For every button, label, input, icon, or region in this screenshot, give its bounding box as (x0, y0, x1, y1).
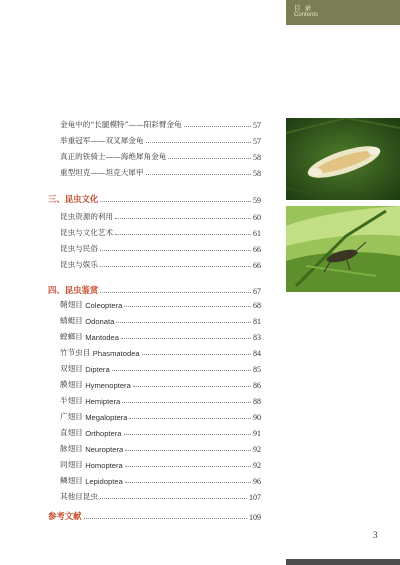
toc-entry-page: 92 (253, 461, 261, 470)
toc-leader (142, 354, 251, 355)
order-name-cn: 鳞翅目 (60, 476, 83, 485)
toc-entry[interactable] (60, 346, 261, 358)
toc-entry-page: 85 (253, 365, 261, 374)
section-title: 三、昆虫文化 (48, 194, 99, 204)
order-name-cn: 直翅目 (60, 428, 83, 437)
toc-leader (121, 338, 251, 339)
toc-entry[interactable] (60, 410, 261, 422)
header-subtitle: Contents (294, 12, 319, 18)
order-name-cn: 鞘翅目 (60, 300, 83, 309)
footer-bar (286, 559, 400, 565)
toc-entry[interactable] (60, 210, 261, 222)
order-name-latin: Mantodea (85, 333, 119, 342)
order-name-latin: Orthoptera (85, 429, 122, 438)
order-name-cn: 广翅目 (60, 412, 83, 421)
toc-entry[interactable] (60, 314, 261, 326)
toc-entry-page: 84 (253, 349, 261, 358)
order-name-latin: Diptera (85, 365, 110, 374)
toc-leader (100, 266, 251, 267)
toc-entry[interactable] (60, 474, 261, 486)
order-name-latin: Phasmatodea (92, 349, 140, 358)
toc-entry-title: 金龟中的“长腿模特”——阳彩臂金龟 (60, 120, 182, 129)
toc-entry-page: 60 (253, 213, 261, 222)
toc-entry-page: 81 (253, 317, 261, 326)
toc-leader (168, 158, 251, 159)
toc-entry[interactable] (60, 426, 261, 438)
order-name-latin: Lepidoptea (85, 477, 123, 486)
toc-leader (115, 218, 251, 219)
toc-entry-page: 88 (253, 397, 261, 406)
toc-entry-page: 57 (253, 121, 261, 130)
order-name-latin: Hymenoptera (85, 381, 131, 390)
toc-entry-page: 109 (249, 513, 261, 522)
toc-leader (146, 174, 251, 175)
toc-entry-page: 57 (253, 137, 261, 146)
toc-entry-title: 昆虫资源的利用 (60, 212, 114, 221)
toc-leader (125, 482, 251, 483)
toc-leader (100, 250, 251, 251)
toc-leader (115, 234, 251, 235)
order-name-cn: 同翅目 (60, 460, 83, 469)
toc-entry-title: 昆虫与民俗 (60, 244, 98, 253)
order-name-cn: 竹节虫目 (60, 348, 91, 357)
toc-entry-page: 91 (253, 429, 261, 438)
order-name-cn: 蜻蜓目 (60, 316, 83, 325)
toc-entry-page: 90 (253, 413, 261, 422)
insect-on-leaves-photo (286, 206, 400, 292)
toc-entry-page: 58 (253, 169, 261, 178)
toc-entry[interactable] (60, 226, 261, 238)
toc-leader (133, 386, 251, 387)
toc-leader (146, 142, 251, 143)
toc-entry-title: 重型坦克——坦克大犀甲 (60, 168, 144, 177)
order-name-latin: Hemiptera (85, 397, 121, 406)
toc-leader (100, 201, 251, 202)
toc-entry[interactable] (60, 242, 261, 254)
toc-entry[interactable] (60, 258, 261, 270)
toc-references[interactable] (48, 510, 261, 522)
toc-entry[interactable] (60, 490, 261, 502)
toc-entry-title: 举重冠军——双叉犀金龟 (60, 136, 144, 145)
toc-entry[interactable] (60, 166, 261, 178)
toc-entry-title: 昆虫与文化艺术 (60, 228, 114, 237)
toc-entry-page: 61 (253, 229, 261, 238)
toc-entry-page: 66 (253, 261, 261, 270)
toc-entry-page: 96 (253, 477, 261, 486)
toc-entry-page: 92 (253, 445, 261, 454)
toc-entry-page: 68 (253, 301, 261, 310)
order-name-cn: 半翅目 (60, 396, 83, 405)
toc-leader (124, 434, 251, 435)
section-title: 四、昆虫鉴赏 (48, 285, 99, 295)
order-name-latin: Coleoptera (85, 301, 123, 310)
toc-leader (125, 450, 251, 451)
toc-leader (84, 518, 248, 519)
order-name-latin: Odonata (85, 317, 115, 326)
section-title: 参考文献 (48, 511, 82, 521)
order-name-cn: 双翅目 (60, 364, 83, 373)
header-title: 目 录 (294, 4, 313, 12)
order-name-cn: 螳螂目 (60, 332, 83, 341)
toc-entry[interactable] (60, 378, 261, 390)
order-name-cn: 脉翅目 (60, 444, 83, 453)
toc-entry[interactable] (60, 330, 261, 342)
toc-entry-page: 58 (253, 153, 261, 162)
header-tab (286, 0, 400, 25)
toc-entry-page: 107 (249, 493, 261, 502)
toc-leader (116, 322, 251, 323)
order-name-cn: 其他目昆虫 (60, 492, 98, 501)
toc-leader (112, 370, 251, 371)
toc-leader (100, 498, 247, 499)
toc-entry[interactable] (60, 134, 261, 146)
toc-entry[interactable] (60, 458, 261, 470)
toc-entry-title: 真正的铁骑士——海绝犀角金龟 (60, 152, 167, 161)
toc-entry[interactable] (60, 442, 261, 454)
toc-section-4[interactable] (48, 284, 261, 296)
order-name-latin: Homoptera (85, 461, 123, 470)
toc-entry[interactable] (60, 394, 261, 406)
toc-leader (129, 418, 251, 419)
toc-entry-page: 66 (253, 245, 261, 254)
toc-entry[interactable] (60, 362, 261, 374)
order-name-latin: Neuroptera (85, 445, 124, 454)
toc-entry[interactable] (60, 118, 261, 130)
beetle-on-leaf-photo (286, 118, 400, 200)
page-number: 3 (373, 530, 378, 540)
toc-entry-page: 86 (253, 381, 261, 390)
toc-entry-title: 昆虫与娱乐 (60, 260, 98, 269)
order-name-cn: 膜翅目 (60, 380, 83, 389)
toc-entry-page: 67 (253, 287, 261, 296)
toc-leader (100, 292, 251, 293)
toc-leader (122, 402, 251, 403)
toc-leader (184, 126, 251, 127)
order-name-latin: Megaloptera (85, 413, 128, 422)
toc-leader (124, 306, 251, 307)
toc-entry[interactable] (60, 150, 261, 162)
toc-section-3[interactable] (48, 193, 261, 205)
toc-entry-page: 83 (253, 333, 261, 342)
toc-leader (125, 466, 251, 467)
toc-entry[interactable] (60, 298, 261, 310)
toc-entry-page: 59 (253, 196, 261, 205)
